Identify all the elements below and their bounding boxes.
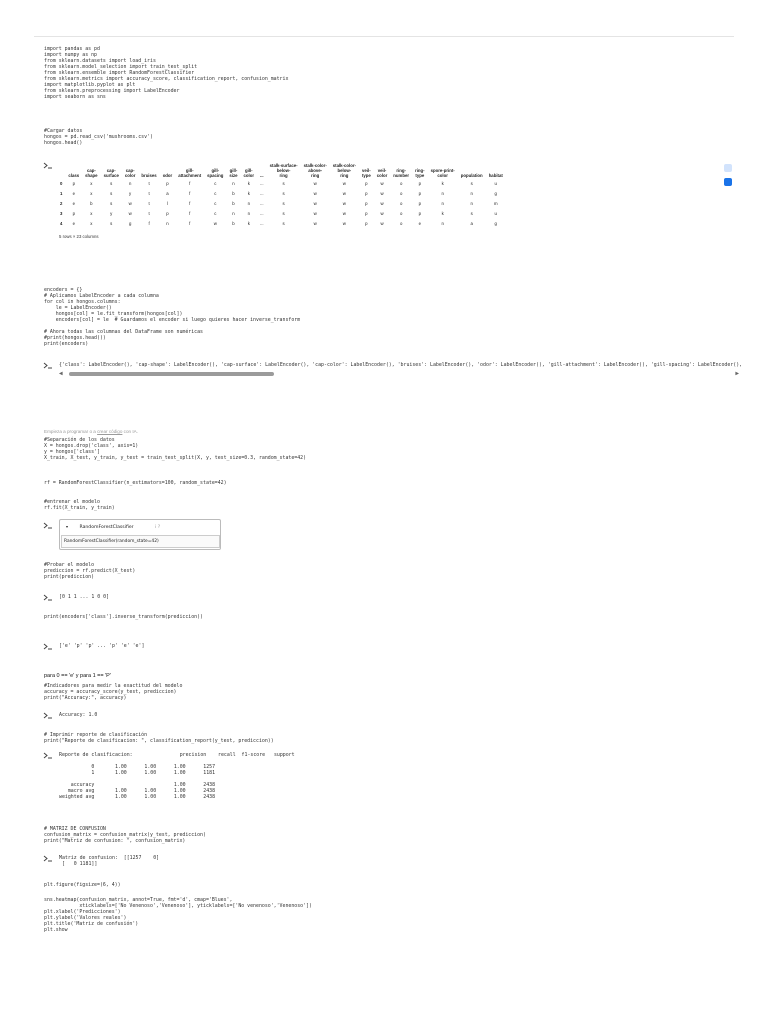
table-cell: x [90, 221, 93, 227]
column-header: class [68, 173, 80, 178]
chevron-down-icon[interactable]: ▾ [66, 524, 69, 529]
empty-cell-hint[interactable] [44, 418, 744, 437]
table-cell: ... [260, 221, 264, 227]
inverse-transform-output: ['e' 'p' 'p' ... 'p' 'e' 'e'] [59, 643, 145, 649]
table-cell: p [418, 200, 422, 206]
note-text: para 0 == 'e' y para 1 == 'P' [44, 673, 111, 679]
table-cell: c [214, 200, 217, 206]
horizontal-scrollbar[interactable] [59, 370, 739, 377]
table-cell: a [166, 190, 169, 196]
table-cell: e [72, 190, 75, 196]
code-confusion[interactable]: # MATRIZ DE CONFUSION confusion_matrix = confusion_matrix(y_test, prediccion) print("Matriz de confusion: ", confusion_matrix) [44, 826, 206, 844]
code-inverse[interactable]: print(encoders['class'].inverse_transform(prediccion)) [44, 614, 203, 620]
table-cell: o [399, 221, 403, 227]
table-row [57, 178, 506, 188]
table-cell: p [166, 211, 169, 217]
column-header: gill- spacing [207, 168, 224, 178]
row-index: 2 [60, 200, 63, 206]
table-cell: s [282, 180, 285, 186]
table-cell: t [148, 200, 150, 206]
table-cell: f [189, 200, 191, 206]
code-accuracy[interactable]: #Indicadores para medir la exactitud del modelo accuracy = accuracy_score(y_test, prediccion) print("Accuracy:", accuracy) [44, 683, 183, 701]
table-cell: b [90, 200, 93, 206]
table-cell: c [214, 211, 217, 217]
code-cell-accuracy[interactable] [44, 683, 744, 701]
code-cell-predict[interactable] [44, 562, 744, 580]
table-cell: w [380, 190, 384, 196]
estimator-title: RandomForestClassifier [79, 525, 134, 530]
table-cell: s [282, 221, 285, 227]
output-icon[interactable] [43, 522, 53, 529]
code-cell-rf[interactable] [44, 480, 744, 486]
chart-suggest-icon[interactable] [724, 178, 732, 186]
table-cell: n [128, 180, 132, 186]
table-cell: p [72, 211, 75, 217]
table-cell: g [128, 221, 132, 227]
table-cell: o [399, 200, 403, 206]
dataframe-output [44, 160, 744, 252]
table-cell: y [129, 190, 132, 196]
table-cell: t [148, 190, 150, 196]
column-header: ring- type [415, 168, 425, 178]
code-cell-load[interactable] [44, 128, 744, 146]
dataframe-shape: 5 rows × 23 columns [59, 234, 99, 239]
table-cell: w [342, 211, 346, 217]
output-icon[interactable] [43, 752, 53, 759]
table-cell: f [189, 190, 191, 196]
row-index: 1 [60, 190, 63, 196]
column-header: gill- color [243, 168, 255, 178]
table-cell: p [418, 190, 422, 196]
accuracy-value: Accuracy: 1.0 [59, 712, 98, 718]
table-cell: f [148, 221, 150, 227]
column-header: stalk-color- above- ring [303, 163, 327, 178]
code-encode[interactable]: encoders = {} # Aplicamos LabelEncoder a cada columna for col in hongos.columns: le = LabelEncoder() hongos[col] = le.fit_transform(hongos[col]) encoders[col] = le # Guardamos el encoder si luego quieres hacer inverse_transform # Ahora todas las columnas del DataFrame son numéricas #print(hongos.head()) print(encoders) [44, 287, 301, 347]
table-cell: w [128, 211, 132, 217]
table-cell: k [247, 190, 250, 196]
code-cell-fit[interactable] [44, 499, 744, 511]
table-cell: w [342, 221, 346, 227]
table-cell: c [214, 190, 217, 196]
column-header: cap- surface [103, 168, 119, 178]
table-cell: p [365, 200, 368, 206]
dataframe-table [57, 160, 506, 229]
top-divider [34, 36, 734, 37]
table-cell: ... [260, 190, 264, 196]
table-cell: w [213, 221, 217, 227]
table-cell: ... [260, 211, 264, 217]
code-cell-report[interactable] [44, 732, 744, 744]
table-cell: u [494, 180, 497, 186]
confusion-matrix-output: Matriz de confusion: [[1257 0] [ 0 1181]] [59, 855, 160, 867]
table-cell: o [399, 180, 403, 186]
table-cell: w [313, 221, 317, 227]
table-cell: n [247, 200, 250, 206]
column-header: population [460, 173, 483, 178]
column-header [57, 160, 65, 178]
table-cell: k [441, 180, 444, 186]
scroll-right-icon[interactable]: ▶ [735, 370, 739, 377]
table-cell: w [313, 190, 317, 196]
code-cell-figure[interactable] [44, 882, 744, 888]
table-cell: s [282, 200, 285, 206]
column-header: stalk-surface- below- ring [269, 163, 298, 178]
row-index: 4 [60, 221, 63, 227]
code-rf[interactable]: rf = RandomForestClassifier(n_estimators=100, random_state=42) [44, 480, 227, 486]
table-cell: p [72, 180, 75, 186]
table-cell: x [90, 211, 93, 217]
table-row [57, 219, 506, 229]
encode-output [44, 362, 744, 382]
table-cell: e [72, 200, 75, 206]
code-figure[interactable]: plt.figure(figsize=(6, 4)) [44, 882, 121, 888]
code-cell-split[interactable] [44, 437, 744, 461]
table-cell: n [232, 180, 235, 186]
table-cell: c [214, 180, 217, 186]
output-icon[interactable] [43, 855, 53, 862]
table-cell: n [441, 221, 444, 227]
classification-report: Reporte de clasificacion: precision recall f1-score support 0 1.00 1.00 1.00 1257 1 1.00 1.00 1.00 1181 accuracy 1.00 2438 macro avg 1.00 1.00 1.00 2438 weighted avg 1.00 1.00 1.00 2438 [59, 752, 295, 800]
code-cell-imports[interactable] [44, 46, 744, 100]
code-imports[interactable]: import pandas as pd import numpy as np from sklearn.datasets import load_iris from sklearn.model_selection import train_test_split from sklearn.ensemble import RandomForestClassifier from sklearn.metrics import accuracy_score, classification_report, confusion_matrix import matplotlib.pyplot as plt from sklearn.preprocessing import LabelEncoder import seaborn as sns [44, 46, 289, 100]
table-row [57, 209, 506, 219]
table-cell: s [110, 180, 113, 186]
code-report[interactable]: # Imprimir reporte de clasificación print("Reporte de clasificacion: ", classification_report(y_test, prediccion)) [44, 732, 274, 744]
table-cell: w [313, 200, 317, 206]
column-header: ring- number [393, 168, 410, 178]
table-row [57, 198, 506, 208]
row-index: 0 [60, 180, 63, 186]
table-cell: g [494, 221, 497, 227]
table-cell: t [148, 180, 150, 186]
info-help-icon[interactable]: i ? [155, 525, 161, 530]
code-cell-heatmap[interactable] [44, 897, 744, 933]
table-cell: b [232, 200, 235, 206]
table-cell: k [247, 180, 250, 186]
column-header: cap- shape [85, 168, 98, 178]
table-cell: f [189, 211, 191, 217]
table-cell: n [166, 221, 169, 227]
table-cell: w [342, 190, 346, 196]
table-cell: w [380, 221, 384, 227]
table-view-icon[interactable] [724, 164, 732, 172]
table-cell: n [247, 211, 250, 217]
table-cell: s [282, 211, 285, 217]
table-cell: w [380, 211, 384, 217]
table-cell: n [441, 200, 444, 206]
table-cell: p [365, 190, 368, 196]
table-cell: n [470, 200, 473, 206]
table-row [57, 188, 506, 198]
table-cell: y [110, 211, 113, 217]
hint-text: Empieza a programar o a [44, 429, 98, 434]
table-cell: p [365, 221, 368, 227]
table-cell: s [110, 200, 113, 206]
table-cell: l [166, 200, 168, 206]
code-load[interactable]: #Cargar datos hongos = pd.read_csv('mushrooms.csv') hongos.head() [44, 128, 153, 146]
column-header: gill- size [229, 168, 238, 178]
table-cell: u [494, 211, 497, 217]
prediction-output: [0 1 1 ... 1 0 0] [59, 594, 110, 600]
table-cell: x [90, 180, 93, 186]
table-cell: ... [260, 180, 264, 186]
table-cell: f [189, 180, 191, 186]
table-cell: o [399, 211, 403, 217]
table-cell: w [128, 200, 132, 206]
table-cell: x [90, 190, 93, 196]
column-header: veil- type [361, 168, 371, 178]
table-cell: w [313, 180, 317, 186]
code-predict[interactable]: #Probar el modelo prediccion = rf.predict(X_test) print(prediccion) [44, 562, 136, 580]
table-cell: b [232, 221, 235, 227]
table-cell: f [189, 221, 191, 227]
table-cell: ... [260, 200, 264, 206]
table-cell: p [365, 211, 368, 217]
column-header: odor [162, 173, 173, 178]
table-cell: s [110, 221, 113, 227]
output-icon[interactable] [43, 643, 53, 650]
estimator-widget[interactable] [59, 519, 221, 550]
output-icon[interactable] [43, 712, 53, 719]
column-header: gill- attachment [178, 168, 202, 178]
column-header: ... [260, 173, 264, 178]
table-cell: s [282, 190, 285, 196]
estimator-params: RandomForestClassifier(random_state=42) [61, 535, 220, 548]
encoders-output: {'class': LabelEncoder(), 'cap-shape': LabelEncoder(), 'cap-surface': LabelEncoder(), 'cap-color': LabelEncoder(), 'bruises': LabelEncoder(), 'odor': LabelEncoder(), 'gill-attachment': LabelEncoder(), 'gill-spacing': LabelEncoder(), [59, 362, 743, 368]
table-cell: w [313, 211, 317, 217]
column-header: veil- color [376, 168, 388, 178]
table-cell: n [441, 190, 444, 196]
table-cell: p [365, 180, 368, 186]
table-cell: p [166, 180, 169, 186]
code-cell-encode[interactable] [44, 287, 744, 347]
column-header: cap- color [124, 168, 136, 178]
table-cell: w [342, 200, 346, 206]
code-split[interactable]: #Separación de los datos X = hongos.drop('class', axis=1) y = hongos['class'] X_train, X_test, y_train, y_test = train_test_split(X, y, test_size=0.3, random_state=42) [44, 437, 307, 461]
table-cell: n [232, 211, 235, 217]
code-heatmap[interactable]: sns.heatmap(confusion_matrix, annot=True, fmt='d', cmap='Blues', xticklabels=['No Venenoso','Venenoso'], yticklabels=['No venenoso','Venenoso']) plt.xlabel('Predicciones') plt.ylabel('Valores reales') plt.title('Matriz de confusión') plt.show [44, 897, 312, 933]
hint-suffix: con IA. [122, 429, 138, 434]
table-cell: e [72, 221, 75, 227]
code-fit[interactable]: #entrenar el modelo rf.fit(X_train, y_train) [44, 499, 115, 511]
column-header: spore-print- color [430, 168, 455, 178]
output-icon[interactable] [43, 362, 53, 369]
table-cell: p [418, 180, 422, 186]
table-cell: b [232, 190, 235, 196]
scrollbar-thumb[interactable] [69, 372, 274, 376]
output-icon[interactable] [43, 594, 53, 601]
column-header: habitat [488, 173, 503, 178]
table-cell: w [380, 200, 384, 206]
row-index: 3 [60, 211, 63, 217]
table-cell: g [494, 190, 497, 196]
create-code-link[interactable]: crear código [97, 429, 123, 434]
scroll-left-icon[interactable]: ◀ [59, 370, 63, 377]
fit-output [44, 522, 744, 552]
table-cell: w [342, 180, 346, 186]
output-icon[interactable] [43, 162, 53, 169]
code-cell-confusion[interactable] [44, 826, 744, 844]
table-cell: k [441, 211, 444, 217]
table-cell: k [247, 221, 250, 227]
table-cell: t [148, 211, 150, 217]
table-cell: o [399, 190, 403, 196]
table-cell: s [470, 211, 473, 217]
table-cell: m [493, 200, 498, 206]
table-cell: a [470, 221, 473, 227]
column-header: stalk-color- below- ring [332, 163, 356, 178]
table-cell: w [380, 180, 384, 186]
table-cell: p [418, 211, 422, 217]
table-cell: s [470, 180, 473, 186]
code-cell-inverse[interactable] [44, 614, 744, 620]
table-cell: n [470, 190, 473, 196]
column-header: bruises [141, 173, 157, 178]
text-cell-note[interactable] [44, 662, 744, 681]
table-cell: s [110, 190, 113, 196]
table-cell: e [418, 221, 422, 227]
